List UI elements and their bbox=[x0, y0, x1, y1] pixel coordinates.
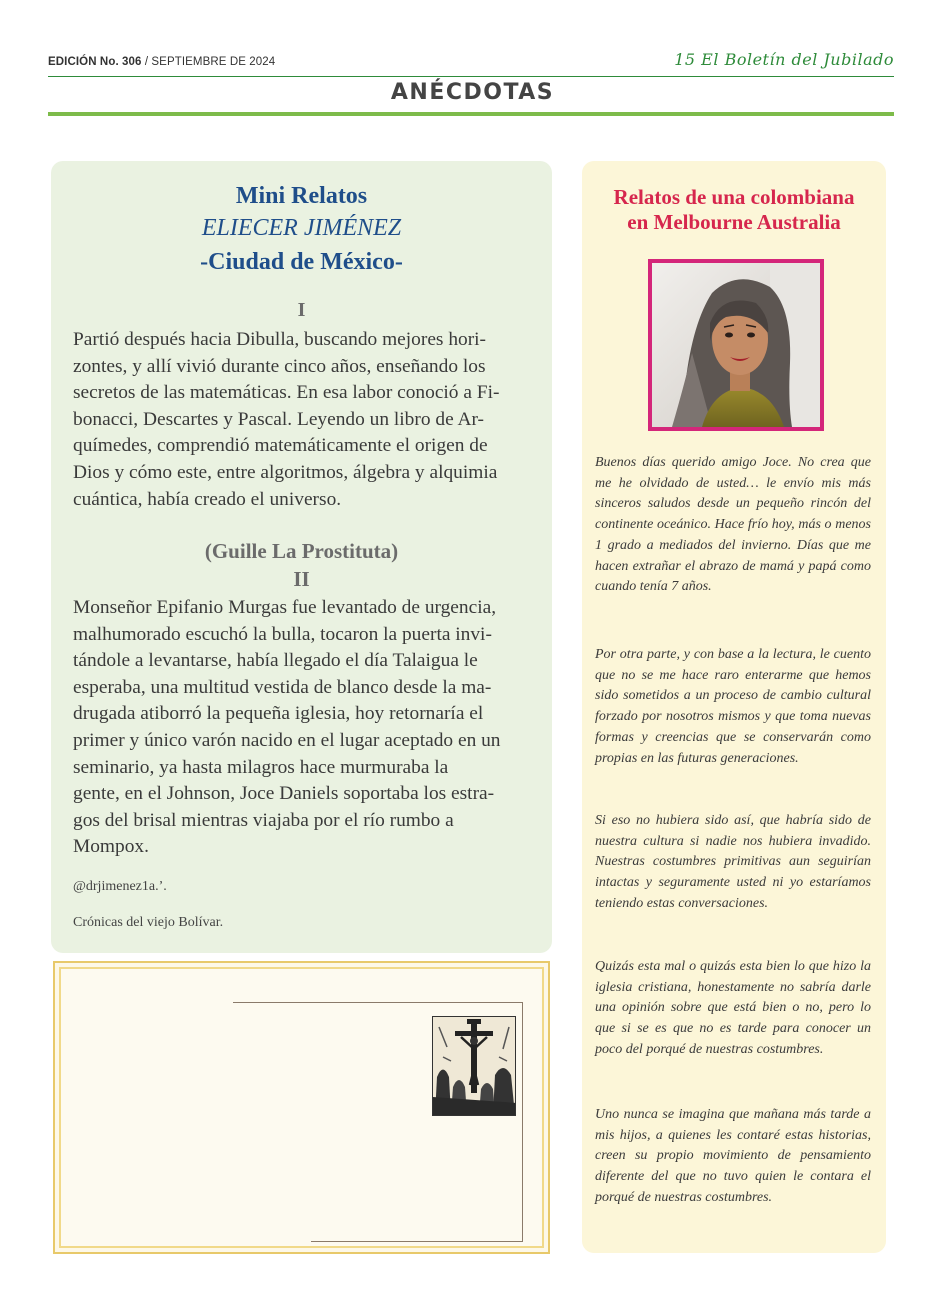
obituary-entry bbox=[104, 1049, 474, 1067]
text-line: cuántica, había creado el universo. bbox=[73, 488, 342, 510]
article-author: ELIECER JIMÉNEZ bbox=[201, 215, 402, 241]
obituary-label bbox=[104, 1226, 181, 1244]
obituary-label bbox=[104, 1085, 181, 1103]
brand-masthead: 15 El Boletín del Jubilado bbox=[674, 50, 894, 69]
woman-portrait-photo-icon bbox=[648, 259, 824, 431]
crucifixion-engraving-icon bbox=[432, 1016, 516, 1116]
edition-info bbox=[48, 56, 275, 68]
relatos-title-line: Relatos de una colombiana bbox=[613, 185, 855, 209]
mini-relatos-panel bbox=[51, 161, 552, 953]
text-line: secretos de las matemáticas. En esa labor conoció a Fi- bbox=[73, 382, 500, 404]
text-line: Partió después hacia Dibulla, buscando mejores hori- bbox=[73, 329, 487, 350]
part-two-heading: (Guille La Prostituta) bbox=[204, 539, 399, 563]
text-line: Mompox. bbox=[73, 836, 149, 858]
obituary-entry bbox=[104, 1014, 474, 1032]
part-two-numeral: II bbox=[293, 567, 310, 591]
obituary-label bbox=[104, 1067, 181, 1085]
text-line: primer y único varón nacido en el lugar aceptado en un bbox=[73, 729, 501, 751]
obituary-entry bbox=[104, 1226, 474, 1244]
obituary-entry bbox=[104, 1209, 474, 1227]
section-title: ANÉCDOTAS bbox=[390, 80, 555, 105]
text-line: malhumorado escuchó la bulla, tocaron la puerta invi- bbox=[73, 623, 492, 645]
text-line: gente, en el Johnson, Joce Daniels soportaba los estra- bbox=[73, 783, 495, 805]
obituaries-inner bbox=[59, 967, 544, 1248]
obituary-entry bbox=[104, 1085, 474, 1103]
obituary-label bbox=[104, 1156, 181, 1174]
melbourne-relatos-panel bbox=[582, 161, 886, 1253]
part-one-text bbox=[73, 327, 529, 513]
obituary-entry bbox=[104, 1191, 474, 1209]
relatos-title-line: en Melbourne Australia bbox=[627, 210, 841, 234]
text-line: seminario, ya hasta milagros hace murmuraba la bbox=[73, 756, 449, 778]
relatos-paragraph: Quizás esta mal o quizás esta bien lo que hizo la iglesia cristiana, honestamente no sabría darle una opinión sobre que está bien o no, pero lo que si se es que no es tarde para conocer un poco del porqué de nuestras costumbres. bbox=[595, 959, 871, 1057]
text-line: esperaba, una multitud vestida de blanco desde la ma- bbox=[73, 676, 492, 698]
obituary-label bbox=[104, 1032, 181, 1050]
obituary-entry bbox=[104, 1138, 474, 1156]
author-handle: @drjimenez1a.’. bbox=[73, 879, 167, 894]
obituary-label bbox=[104, 1138, 181, 1156]
article-city: -Ciudad de México- bbox=[200, 249, 403, 275]
obituary-entry bbox=[104, 1156, 474, 1174]
text-line: drugada atiborró la pequeña iglesia, hoy retornaría el bbox=[73, 703, 484, 725]
relatos-paragraph: Si eso no hubiera sido así, que habría sido de nuestra cultura si nadie nos hubiera invadido. Nuestras costumbres primitivas aun seguirían intactas y seguramente usted ni yo estaríamos teniendo estas conversaciones. bbox=[595, 813, 871, 911]
obituaries-rule-top bbox=[233, 1002, 523, 1003]
part-one-numeral: I bbox=[297, 299, 306, 321]
text-line: tándole a levantarse, había llegado el día Talaigua le bbox=[73, 650, 478, 672]
article-title: Mini Relatos bbox=[235, 183, 368, 209]
text-line: zontes, y allí vivió durante cinco años, enseñando los bbox=[73, 355, 486, 377]
obituary-label bbox=[104, 1120, 181, 1138]
obituary-entry bbox=[104, 1173, 474, 1191]
relatos-paragraph: Uno nunca se imagina que mañana más tarde a mis hijos, a quienes les contaré estas historias, creen su propio movimiento de pensamiento diferente del que no tuvo quien le contara el porqué de nuestras costumbres. bbox=[595, 1107, 871, 1205]
part-two-text bbox=[73, 595, 529, 861]
obituary-entry bbox=[104, 1032, 474, 1050]
article-source: Crónicas del viejo Bolívar. bbox=[73, 915, 224, 930]
text-line: químedes, comprendió matemáticamente el origen de bbox=[73, 435, 488, 457]
obituary-label bbox=[104, 1191, 181, 1209]
section-divider bbox=[48, 112, 894, 116]
header-divider bbox=[48, 76, 894, 77]
text-line: gos del brisal mientras viajaba por el río rumbo a bbox=[73, 809, 454, 831]
edition-date: / SEPTIEMBRE DE 2024 bbox=[141, 56, 276, 68]
text-line: bonacci, Descartes y Pascal. Leyendo un libro de Ar- bbox=[73, 408, 484, 430]
obituary-entry bbox=[104, 1067, 474, 1085]
relatos-title bbox=[582, 185, 886, 235]
text-line: Dios y cómo este, entre algoritmos, álgebra y alquimia bbox=[73, 461, 498, 483]
page-header bbox=[48, 50, 894, 76]
obituary-entry bbox=[104, 1102, 474, 1120]
obituary-label bbox=[104, 1049, 181, 1067]
edition-number: EDICIÓN No. 306 bbox=[48, 56, 142, 68]
obituaries-box bbox=[53, 961, 550, 1254]
obituary-label bbox=[104, 1014, 181, 1032]
relatos-paragraph: Por otra parte, y con base a la lectura, le cuento que no se me hace raro enterarme que hemos sido sometidos a un proceso de cambio cultural forzado por nosotros mismos y que toma nuevas formas y creencias que se conservarán como propias en las futuras generaciones. bbox=[595, 647, 871, 766]
text-line: Monseñor Epifanio Murgas fue levantado de urgencia, bbox=[73, 597, 497, 618]
relatos-paragraph: Buenos días querido amigo Joce. No crea que me he olvidado de usted… le envío mis más sinceros saludos desde un pequeño rincón del continente oceánico. Hace frío hoy, más o menos 1 grado a mediados del invierno. Días que me hacen extrañar el abrazo de mamá y papá como cuando tenía 7 años. bbox=[595, 455, 871, 595]
obituary-entry bbox=[104, 1120, 474, 1138]
